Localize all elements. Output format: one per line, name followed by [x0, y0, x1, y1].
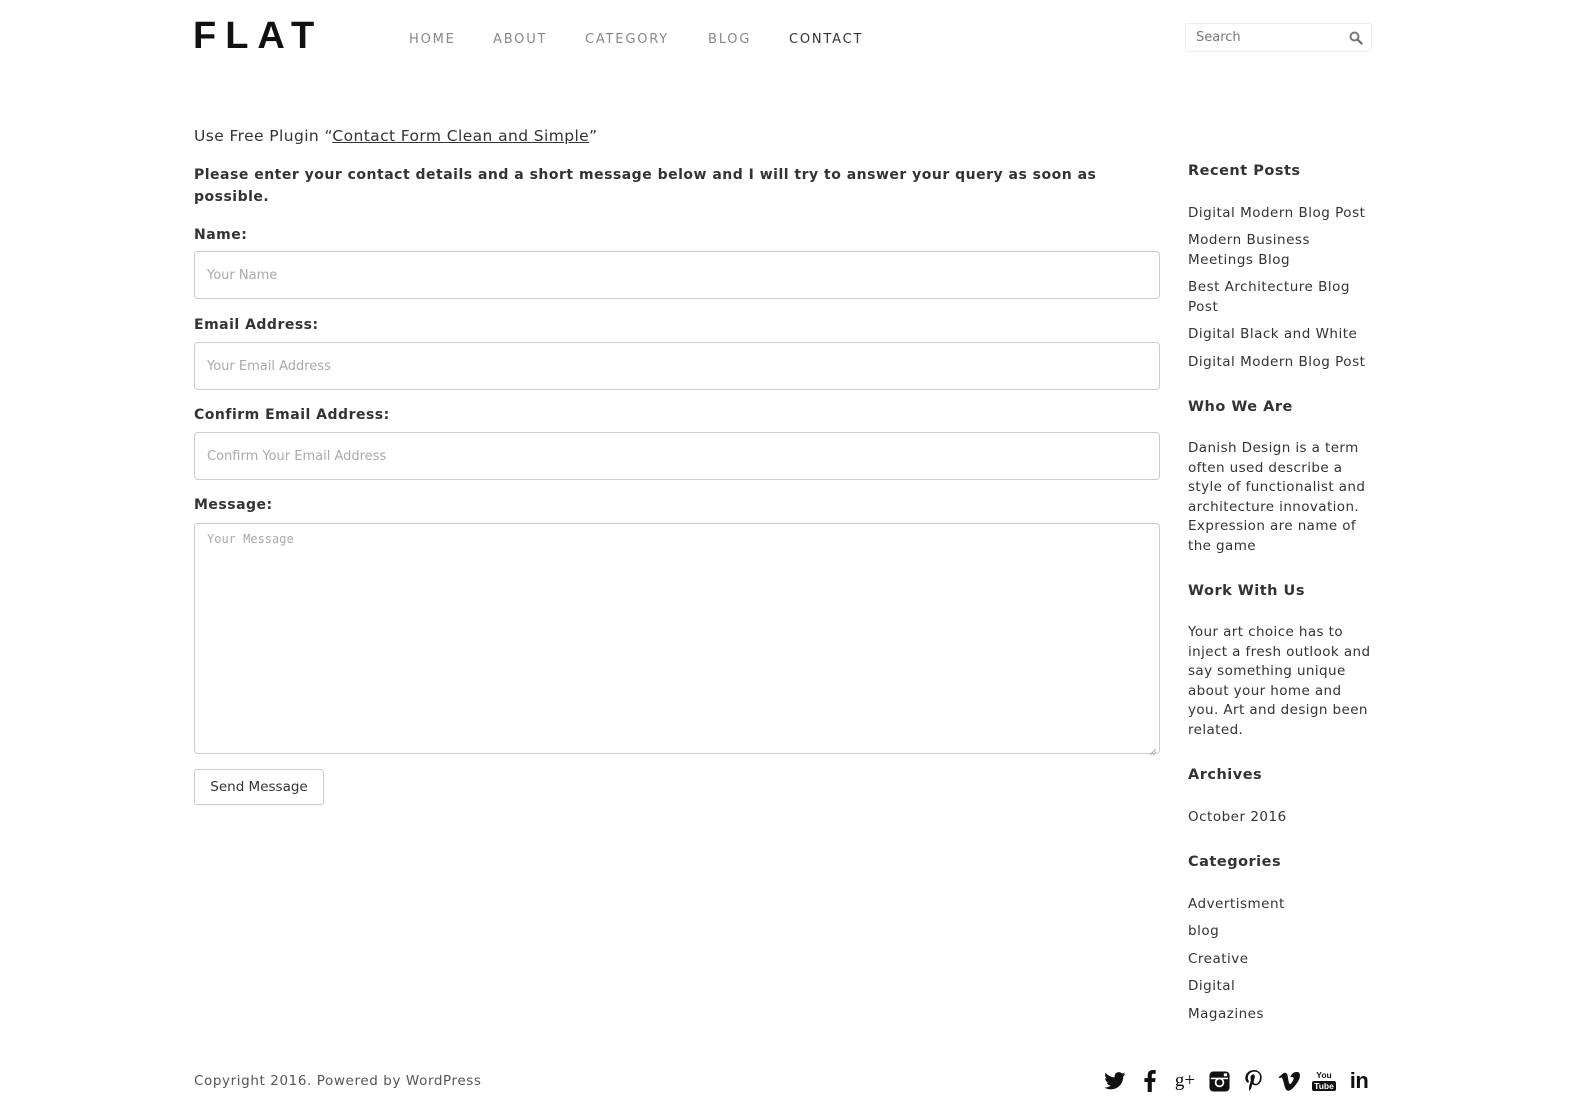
recent-post-link[interactable]: Digital Black and White — [1188, 326, 1358, 342]
email-label: Email Address: — [194, 317, 319, 333]
recent-post-link[interactable]: Best Architecture Blog Post — [1188, 279, 1350, 315]
archives-title: Archives — [1188, 767, 1263, 783]
category-link[interactable]: blog — [1188, 923, 1220, 939]
nav-item-category[interactable]: CATEGORY — [585, 32, 669, 47]
categories-title: Categories — [1188, 854, 1282, 870]
google-plus-icon[interactable]: g+ — [1174, 1070, 1196, 1091]
search-input[interactable] — [1186, 24, 1341, 51]
plugin-suffix: ” — [589, 127, 598, 145]
instagram-icon[interactable] — [1207, 1069, 1231, 1093]
recent-posts-title: Recent Posts — [1188, 163, 1301, 179]
message-field[interactable] — [194, 523, 1160, 754]
nav-item-home[interactable]: HOME — [409, 32, 456, 47]
message-label: Message: — [194, 497, 273, 513]
linkedin-icon[interactable]: in — [1349, 1068, 1369, 1093]
vimeo-icon[interactable] — [1277, 1069, 1301, 1093]
category-link[interactable]: Advertisment — [1188, 896, 1285, 912]
recent-post-link[interactable]: Digital Modern Blog Post — [1188, 354, 1366, 370]
confirm-email-label: Confirm Email Address: — [194, 407, 390, 423]
youtube-text-top: You — [1316, 1070, 1332, 1080]
who-we-are-text: Danish Design is a term often used describe a style of functionalist and architecture innovation. Expression are name of the game — [1188, 440, 1366, 554]
youtube-icon[interactable] — [1312, 1069, 1336, 1093]
search-box — [1185, 23, 1372, 52]
send-message-button[interactable]: Send Message — [194, 769, 324, 805]
who-we-are-title: Who We Are — [1188, 399, 1293, 415]
youtube-text-bottom: Tube — [1314, 1080, 1334, 1091]
copyright-text: Copyright 2016. Powered by WordPress — [194, 1073, 482, 1089]
nav-item-blog[interactable]: BLOG — [708, 32, 752, 47]
archive-link[interactable]: October 2016 — [1188, 809, 1287, 825]
recent-post-link[interactable]: Modern Business Meetings Blog — [1188, 232, 1310, 268]
pinterest-icon[interactable] — [1242, 1069, 1266, 1093]
site-logo[interactable]: FLAT — [193, 15, 324, 57]
work-with-us-text: Your art choice has to inject a fresh outlook and say something unique about your home and you. Art and design been related. — [1188, 624, 1371, 738]
resize-grip-icon[interactable] — [1148, 741, 1157, 750]
email-field[interactable] — [194, 342, 1160, 390]
form-intro: Please enter your contact details and a short message below and I will try to answer your query as soon as possible. — [194, 167, 1097, 205]
plugin-prefix: Use Free Plugin “ — [194, 127, 333, 145]
plugin-note — [194, 126, 598, 146]
category-link[interactable]: Digital — [1188, 978, 1236, 994]
nav-item-about[interactable]: ABOUT — [493, 32, 548, 47]
search-icon[interactable] — [1349, 30, 1363, 44]
recent-post-link[interactable]: Digital Modern Blog Post — [1188, 205, 1366, 221]
confirm-email-field[interactable] — [194, 432, 1160, 480]
twitter-icon[interactable] — [1103, 1069, 1127, 1093]
nav-item-contact[interactable]: CONTACT — [789, 32, 864, 47]
category-link[interactable]: Creative — [1188, 951, 1249, 967]
facebook-icon[interactable] — [1138, 1069, 1162, 1093]
name-field[interactable] — [194, 251, 1160, 299]
category-link[interactable]: Magazines — [1188, 1006, 1264, 1022]
work-with-us-title: Work With Us — [1188, 583, 1305, 599]
name-label: Name: — [194, 227, 248, 243]
plugin-link[interactable]: Contact Form Clean and Simple — [332, 127, 590, 145]
